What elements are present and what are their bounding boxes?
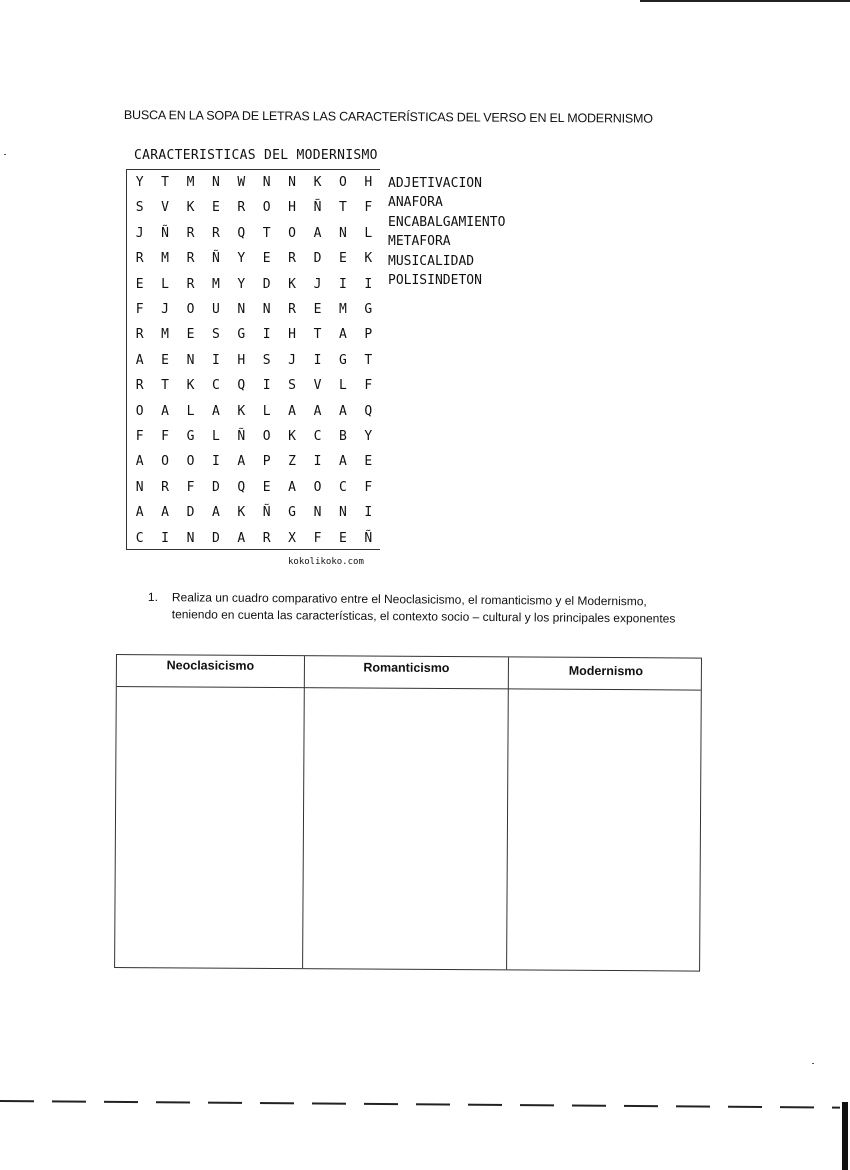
grid-cell[interactable]: L (211, 429, 220, 444)
grid-cell[interactable]: O (186, 302, 195, 317)
grid-cell[interactable]: I (313, 352, 322, 368)
grid-cell[interactable]: J (313, 276, 322, 292)
grid-cell[interactable]: F (364, 378, 373, 394)
grid-cell[interactable]: A (338, 327, 347, 343)
grid-cell[interactable]: X (288, 530, 296, 546)
grid-cell[interactable]: Ñ (237, 429, 246, 444)
grid-cell[interactable]: A (135, 454, 144, 470)
credit-text: kokolikoko.com (288, 557, 364, 567)
grid-cell[interactable]: O (135, 403, 144, 419)
grid-cell[interactable]: H (364, 175, 373, 190)
grid-cell[interactable]: I (211, 352, 220, 368)
grid-cell[interactable]: O (288, 225, 296, 241)
grid-row (127, 297, 381, 322)
word-search-grid (126, 169, 380, 550)
grid-cell[interactable]: V (161, 200, 169, 216)
grid-cell[interactable]: E (313, 302, 322, 317)
grid-row (127, 475, 381, 500)
grid-cell[interactable]: T (161, 378, 169, 394)
grid-cell[interactable]: A (338, 403, 347, 419)
grid-cell[interactable]: J (288, 352, 296, 368)
grid-cell[interactable]: D (211, 530, 220, 546)
word-list-item: ANAFORA (388, 195, 443, 211)
grid-cell[interactable]: R (186, 251, 195, 267)
grid-cell[interactable]: F (186, 479, 195, 495)
grid-row (127, 246, 381, 271)
grid-cell[interactable]: F (313, 530, 322, 546)
grid-cell[interactable]: R (237, 200, 246, 216)
grid-cell[interactable]: K (186, 200, 195, 216)
grid-cell[interactable]: T (338, 200, 347, 216)
question-text: Realiza un cuadro comparativo entre el Neoclasicismo, el romanticismo y el Modernismo, teniendo en cuenta las características, el contexto socio – cultural y los principales exponentes (171, 590, 676, 626)
grid-cell[interactable]: I (262, 327, 271, 343)
grid-cell[interactable]: N (262, 302, 271, 317)
grid-cell[interactable]: O (262, 429, 271, 444)
grid-cell[interactable]: L (338, 378, 347, 394)
grid-cell[interactable]: N (237, 302, 246, 317)
cell-romanticismo[interactable] (303, 688, 508, 969)
grid-row (127, 348, 381, 373)
grid-cell[interactable]: D (262, 276, 271, 292)
cell-neoclasicismo[interactable] (115, 687, 304, 968)
grid-cell[interactable]: Y (135, 175, 144, 190)
grid-cell[interactable]: N (338, 225, 347, 241)
header-romanticismo: Romanticismo (363, 660, 450, 676)
grid-cell[interactable]: G (186, 429, 195, 444)
grid-cell[interactable]: K (364, 251, 373, 267)
grid-cell[interactable]: R (161, 479, 169, 495)
grid-cell[interactable]: Z (288, 454, 296, 470)
grid-cell[interactable]: A (135, 352, 144, 368)
grid-cell[interactable]: J (135, 225, 144, 241)
grid-cell[interactable]: O (186, 454, 195, 470)
grid-cell[interactable]: L (186, 403, 195, 419)
scan-corner-mark (842, 1102, 848, 1170)
grid-cell[interactable]: Q (237, 479, 246, 495)
grid-cell[interactable]: N (186, 352, 195, 368)
grid-cell[interactable]: Y (364, 429, 373, 444)
grid-cell[interactable]: F (364, 479, 373, 495)
grid-cell[interactable]: M (161, 327, 169, 343)
grid-cell[interactable]: D (313, 251, 322, 267)
grid-cell[interactable]: L (262, 403, 271, 419)
grid-cell[interactable]: K (288, 276, 296, 292)
grid-cell[interactable]: I (161, 530, 169, 546)
grid-cell[interactable]: I (313, 454, 322, 470)
grid-cell[interactable]: G (237, 327, 246, 343)
grid-cell[interactable]: G (338, 352, 347, 368)
comparison-table (114, 654, 702, 972)
grid-cell[interactable]: R (135, 378, 144, 394)
grid-cell[interactable]: C (338, 479, 347, 495)
grid-cell[interactable]: U (211, 302, 220, 317)
grid-cell[interactable]: A (237, 454, 246, 470)
scan-speck (4, 154, 6, 155)
word-list (388, 174, 505, 290)
grid-cell[interactable]: I (211, 454, 220, 470)
grid-cell[interactable]: I (262, 378, 271, 394)
grid-cell[interactable]: Ñ (161, 225, 169, 241)
grid-cell[interactable]: H (288, 200, 296, 216)
grid-cell[interactable]: Q (237, 378, 246, 394)
grid-cell[interactable]: Ñ (211, 251, 220, 267)
grid-cell[interactable]: A (288, 479, 296, 495)
grid-cell[interactable]: K (288, 429, 296, 444)
grid-row (127, 195, 381, 220)
cut-line (0, 1100, 840, 1109)
grid-cell[interactable]: Q (237, 225, 246, 241)
grid-cell[interactable]: B (338, 429, 347, 444)
grid-cell[interactable]: R (262, 530, 271, 546)
grid-cell[interactable]: G (364, 302, 373, 317)
grid-cell[interactable]: S (288, 378, 296, 394)
question-number: 1. (147, 589, 159, 605)
grid-cell[interactable]: S (262, 352, 271, 368)
grid-cell[interactable]: N (338, 505, 347, 521)
grid-cell[interactable]: N (211, 175, 220, 190)
grid-cell[interactable]: H (237, 352, 246, 368)
grid-cell[interactable]: N (313, 505, 322, 521)
grid-cell[interactable]: F (135, 302, 144, 317)
grid-cell[interactable]: Ñ (262, 505, 271, 521)
grid-row (127, 526, 381, 551)
grid-cell[interactable]: F (135, 429, 144, 444)
grid-cell[interactable]: I (364, 505, 373, 521)
grid-cell[interactable]: I (338, 276, 347, 292)
scan-edge-line (640, 0, 850, 2)
grid-cell[interactable]: E (161, 352, 169, 368)
grid-cell[interactable]: Y (237, 251, 246, 267)
grid-cell[interactable]: M (211, 276, 220, 292)
grid-cell[interactable]: M (186, 175, 195, 190)
grid-cell[interactable]: A (211, 403, 220, 419)
grid-cell[interactable]: R (135, 251, 144, 267)
grid-cell[interactable]: D (186, 505, 195, 521)
header-neoclasicismo: Neoclasicismo (166, 658, 255, 673)
grid-cell[interactable]: F (364, 200, 373, 216)
grid-cell[interactable]: Y (237, 276, 246, 292)
grid-cell[interactable]: W (237, 175, 246, 190)
grid-cell[interactable]: M (338, 302, 347, 317)
grid-cell[interactable]: R (186, 276, 195, 292)
word-list-item: METAFORA (388, 234, 451, 250)
grid-row (127, 170, 381, 195)
grid-cell[interactable]: R (288, 302, 296, 317)
question-1 (147, 589, 693, 626)
grid-cell[interactable]: E (262, 479, 271, 495)
grid-cell[interactable]: N (262, 175, 271, 190)
grid-cell[interactable]: T (364, 352, 373, 368)
grid-cell[interactable]: F (161, 429, 169, 444)
grid-cell[interactable]: S (211, 327, 220, 343)
grid-cell[interactable]: N (135, 479, 144, 495)
grid-cell[interactable]: C (135, 530, 144, 546)
grid-cell[interactable]: O (338, 175, 347, 190)
grid-cell[interactable]: V (313, 378, 322, 394)
grid-cell[interactable]: A (313, 225, 322, 241)
grid-cell[interactable]: A (237, 530, 246, 546)
grid-cell[interactable]: C (211, 378, 220, 394)
grid-row (127, 500, 381, 525)
word-search-title: CARACTERISTICAS DEL MODERNISMO (134, 148, 378, 163)
grid-row (127, 424, 381, 449)
grid-cell[interactable]: Ñ (364, 530, 373, 546)
grid-row (127, 449, 381, 474)
grid-cell[interactable]: A (211, 505, 220, 521)
grid-cell[interactable]: A (313, 403, 322, 419)
grid-row (127, 221, 381, 246)
grid-cell[interactable]: T (161, 175, 169, 190)
grid-cell[interactable]: E (211, 200, 220, 216)
word-list-item: POLISINDETON (388, 272, 482, 288)
grid-cell[interactable]: R (135, 327, 144, 343)
grid-cell[interactable]: K (237, 403, 246, 419)
grid-cell[interactable]: T (262, 225, 271, 241)
grid-cell[interactable]: A (161, 403, 169, 419)
cell-modernismo[interactable] (507, 689, 701, 970)
grid-cell[interactable]: J (161, 302, 169, 317)
header-modernismo: Modernismo (568, 663, 644, 679)
grid-cell[interactable]: T (313, 327, 322, 343)
grid-cell[interactable]: L (161, 276, 169, 292)
scan-speck (812, 1063, 814, 1064)
grid-cell[interactable]: R (211, 225, 220, 241)
instruction-text: BUSCA EN LA SOPA DE LETRAS LAS CARACTERÍSTICAS DEL VERSO EN EL MODERNISMO (123, 108, 653, 126)
grid-cell[interactable]: A (135, 505, 144, 521)
grid-cell[interactable]: D (211, 479, 220, 495)
grid-cell[interactable]: O (313, 479, 322, 495)
grid-cell[interactable]: O (161, 454, 169, 470)
word-list-item: ENCABALGAMIENTO (388, 214, 506, 230)
grid-cell[interactable]: K (186, 378, 195, 394)
grid-cell[interactable]: E (364, 454, 373, 470)
grid-cell[interactable]: E (262, 251, 271, 267)
grid-cell[interactable]: A (161, 505, 169, 521)
grid-cell[interactable]: Ñ (313, 200, 322, 216)
grid-row (127, 322, 381, 347)
grid-cell[interactable]: S (135, 200, 144, 216)
grid-cell[interactable]: K (237, 505, 246, 521)
grid-cell[interactable]: K (313, 175, 322, 190)
grid-cell[interactable]: L (364, 225, 373, 241)
grid-cell[interactable]: E (338, 251, 347, 267)
grid-cell[interactable]: N (288, 175, 296, 190)
grid-cell[interactable]: A (338, 454, 347, 470)
grid-cell[interactable]: A (288, 403, 296, 419)
grid-cell[interactable]: R (288, 251, 296, 267)
grid-cell[interactable]: N (186, 530, 195, 546)
grid-cell[interactable]: E (135, 276, 144, 292)
grid-row (127, 272, 381, 297)
grid-cell[interactable]: O (262, 200, 271, 216)
grid-cell[interactable]: Q (364, 403, 373, 419)
grid-row (127, 373, 381, 398)
grid-cell[interactable]: M (161, 251, 169, 267)
grid-cell[interactable]: E (186, 327, 195, 343)
grid-cell[interactable]: P (364, 327, 373, 343)
grid-cell[interactable]: G (288, 505, 296, 521)
grid-cell[interactable]: I (364, 276, 373, 292)
grid-cell[interactable]: H (288, 327, 296, 343)
word-list-item: MUSICALIDAD (388, 253, 475, 269)
grid-cell[interactable]: E (338, 530, 347, 546)
grid-cell[interactable]: R (186, 225, 195, 241)
grid-cell[interactable]: P (262, 454, 271, 470)
word-list-item: ADJETIVACION (388, 176, 482, 191)
grid-cell[interactable]: C (313, 429, 322, 444)
grid-row (127, 399, 381, 424)
